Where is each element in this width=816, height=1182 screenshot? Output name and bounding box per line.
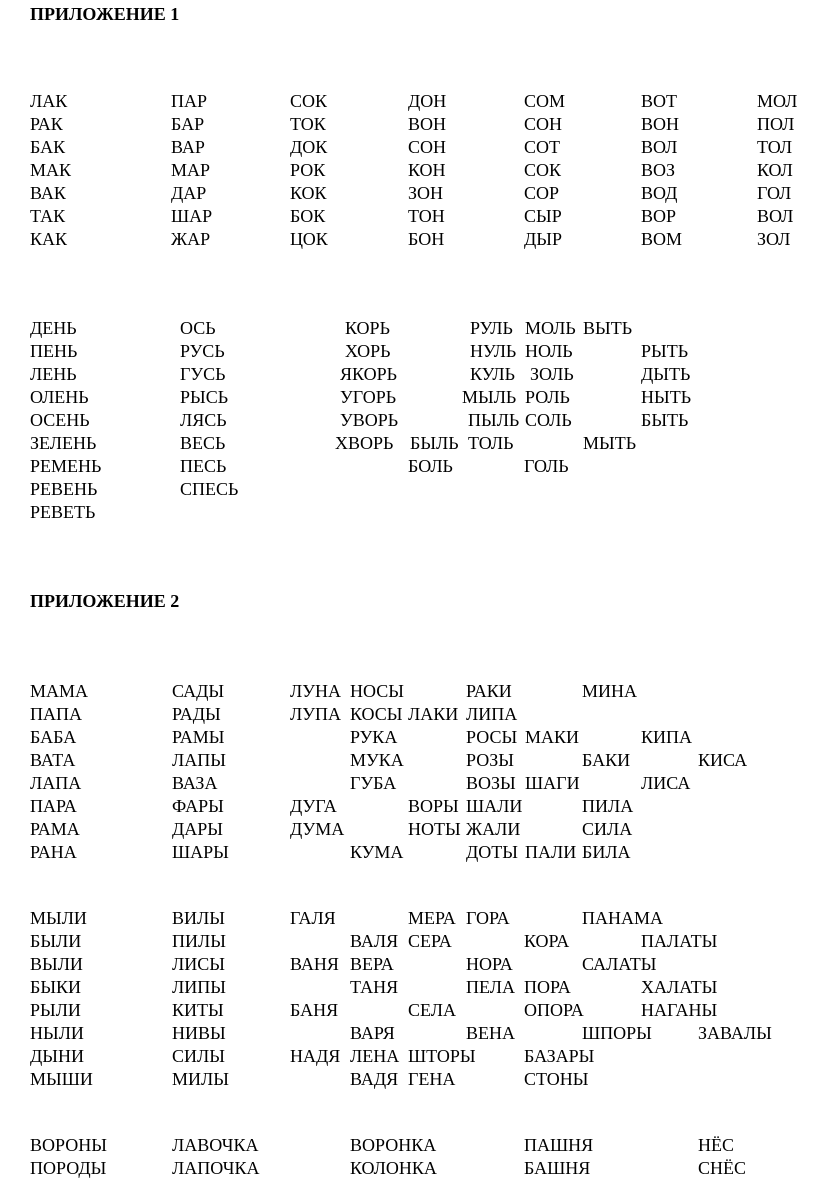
word-appendix-2-block-2-r7-c2: СИЛЫ (172, 1046, 225, 1066)
word-appendix-2-block-1-r3-c5: МАКИ (525, 727, 580, 747)
word-appendix-1-block-1-r5-c7: ГОЛ (757, 183, 792, 203)
word-appendix-2-block-1-r2-c4: КОСЫ (350, 704, 403, 724)
word-appendix-1-block-1-r2-c3: ТОК (290, 114, 326, 134)
word-appendix-1-block-1-r1-c4: ДОН (408, 91, 447, 111)
word-appendix-1-block-2-r2-c3: ХОРЬ (345, 341, 391, 361)
word-appendix-2-block-2-r6-c6: ЗАВАЛЫ (698, 1023, 772, 1043)
word-appendix-1-block-2-r1-c4: РУЛЬ (470, 318, 513, 338)
word-appendix-2-block-2-r3-c1: ВЫЛИ (30, 954, 83, 974)
word-appendix-2-block-2-r4-c3: ТАНЯ (350, 977, 399, 997)
word-appendix-2-block-1-r6-c4: ВОРЫ (408, 796, 459, 816)
word-appendix-1-block-2-r4-c4: МЫЛЬ (462, 387, 517, 407)
word-appendix-2-block-1-r1-c2: САДЫ (172, 681, 225, 701)
word-appendix-1-block-2-r7-c2: ПЕСЬ (180, 456, 227, 476)
word-appendix-2-block-2-r5-c2: КИТЫ (172, 1000, 224, 1020)
word-appendix-1-block-1-r7-c3: ЦОК (290, 229, 328, 249)
word-appendix-1-block-2-r5-c2: ЛЯСЬ (180, 410, 227, 430)
word-appendix-1-block-1-r6-c2: ШАР (171, 206, 213, 226)
word-appendix-2-block-1-r6-c3: ДУГА (290, 796, 337, 816)
word-appendix-2-block-3-r1-c2: ЛАВОЧКА (172, 1135, 259, 1155)
word-appendix-1-block-1-r6-c4: ТОН (408, 206, 445, 226)
word-appendix-1-block-2-r5-c3: УВОРЬ (340, 410, 399, 430)
word-appendix-2-block-3-r2-c5: СНЁС (698, 1158, 747, 1178)
word-appendix-2-block-2-r8-c3: ВАДЯ (350, 1069, 399, 1089)
word-appendix-2-block-1-r3-c2: РАМЫ (172, 727, 225, 747)
word-appendix-2-block-2-r1-c1: МЫЛИ (30, 908, 87, 928)
word-appendix-2-block-2-r2-c1: БЫЛИ (30, 931, 82, 951)
word-appendix-2-block-1-r7-c6: СИЛА (582, 819, 633, 839)
word-appendix-1-block-2-r9-c1: РЕВЕТЬ (30, 502, 96, 522)
word-appendix-1-block-1-r1-c5: СОМ (524, 91, 566, 111)
word-appendix-1-block-1-r3-c7: ТОЛ (757, 137, 793, 157)
word-appendix-2-block-1-r8-c3: КУМА (350, 842, 404, 862)
word-appendix-2-block-2-r3-c5: НОРА (466, 954, 513, 974)
word-appendix-1-block-1-r5-c1: ВАК (30, 183, 66, 203)
word-appendix-1-block-2-r3-c5: ЗОЛЬ (530, 364, 574, 384)
word-appendix-2-block-2-r6-c2: НИВЫ (172, 1023, 226, 1043)
word-appendix-1-block-2-r5-c6: БЫТЬ (641, 410, 689, 430)
word-appendix-1-block-2-r3-c3: ЯКОРЬ (340, 364, 397, 384)
word-appendix-2-block-3-r2-c4: БАШНЯ (524, 1158, 591, 1178)
word-appendix-2-block-1-r1-c5: РАКИ (466, 681, 512, 701)
word-appendix-2-block-2-r7-c6: БАЗАРЫ (524, 1046, 595, 1066)
word-appendix-2-block-2-r2-c6: ПАЛАТЫ (641, 931, 718, 951)
word-appendix-2-block-1-r4-c2: ЛАПЫ (172, 750, 226, 770)
word-appendix-1-block-2-r1-c1: ДЕНЬ (30, 318, 77, 338)
word-appendix-1-block-1-r4-c6: ВОЗ (641, 160, 676, 180)
word-appendix-1-block-2-r2-c2: РУСЬ (180, 341, 225, 361)
word-appendix-1-block-2-r3-c4: КУЛЬ (470, 364, 515, 384)
word-appendix-2-block-1-r4-c3: МУКА (350, 750, 404, 770)
word-appendix-2-block-1-r2-c1: ПАПА (30, 704, 82, 724)
word-appendix-1-block-1-r1-c2: ПАР (171, 91, 208, 111)
word-appendix-1-block-2-r6-c5: ТОЛЬ (468, 433, 514, 453)
word-appendix-2-block-1-r1-c6: МИНА (582, 681, 638, 701)
word-appendix-2-block-2-r3-c2: ЛИСЫ (172, 954, 225, 974)
word-appendix-2-block-1-r7-c4: НОТЫ (408, 819, 461, 839)
word-appendix-2-block-1-r8-c1: РАНА (30, 842, 77, 862)
word-appendix-1-block-2-r2-c4: НУЛЬ (470, 341, 517, 361)
word-appendix-1-block-1-r2-c7: ПОЛ (757, 114, 795, 134)
word-appendix-2-block-1-r1-c4: НОСЫ (350, 681, 404, 701)
word-appendix-1-block-1-r1-c6: ВОТ (641, 91, 677, 111)
word-appendix-1-block-2-r4-c3: УГОРЬ (340, 387, 397, 407)
word-appendix-1-block-1-r7-c6: ВОМ (641, 229, 683, 249)
word-appendix-2-block-2-r1-c4: МЕРА (408, 908, 456, 928)
word-appendix-1-block-2-r6-c6: МЫТЬ (583, 433, 637, 453)
word-appendix-1-block-2-r4-c2: РЫСЬ (180, 387, 229, 407)
word-appendix-2-block-2-r1-c2: ВИЛЫ (172, 908, 225, 928)
word-appendix-2-block-2-r8-c1: МЫШИ (30, 1069, 93, 1089)
word-appendix-2-block-1-r4-c1: ВАТА (30, 750, 76, 770)
word-appendix-2-block-2-r6-c1: НЫЛИ (30, 1023, 84, 1043)
word-appendix-2-block-2-r6-c3: ВАРЯ (350, 1023, 395, 1043)
word-appendix-2-block-2-r6-c4: ВЕНА (466, 1023, 515, 1043)
word-appendix-2-block-2-r3-c6: САЛАТЫ (582, 954, 657, 974)
word-appendix-2-block-1-r8-c6: БИЛА (582, 842, 631, 862)
word-appendix-1-block-1-r4-c1: МАК (30, 160, 72, 180)
word-appendix-2-block-2-r6-c5: ШПОРЫ (582, 1023, 652, 1043)
word-appendix-1-block-1-r7-c4: БОН (408, 229, 445, 249)
word-appendix-1-block-2-r1-c3: КОРЬ (345, 318, 390, 338)
word-appendix-2-block-2-r3-c3: ВАНЯ (290, 954, 339, 974)
word-appendix-2-block-2-r5-c3: БАНЯ (290, 1000, 339, 1020)
word-appendix-1-block-1-r6-c1: ТАК (30, 206, 66, 226)
word-appendix-2-block-2-r1-c5: ГОРА (466, 908, 510, 928)
word-appendix-2-block-2-r1-c6: ПАНАМА (582, 908, 663, 928)
word-appendix-2-block-1-r4-c4: РОЗЫ (466, 750, 514, 770)
word-appendix-2-block-1-r5-c2: ВАЗА (172, 773, 218, 793)
word-appendix-1-block-1-r4-c2: МАР (171, 160, 211, 180)
word-appendix-2-block-1-r5-c1: ЛАПА (30, 773, 82, 793)
word-appendix-2-block-2-r7-c5: ШТОРЫ (408, 1046, 476, 1066)
word-appendix-2-block-2-r7-c1: ДЫНИ (30, 1046, 84, 1066)
word-appendix-1-block-1-r5-c5: СОР (524, 183, 560, 203)
word-appendix-1-block-1-r3-c1: БАК (30, 137, 66, 157)
word-appendix-2-block-2-r4-c5: ПОРА (524, 977, 571, 997)
word-appendix-2-block-1-r7-c2: ДАРЫ (172, 819, 223, 839)
word-appendix-2-block-1-r7-c5: ЖАЛИ (466, 819, 521, 839)
word-appendix-1-block-1-r1-c7: МОЛ (757, 91, 798, 111)
word-appendix-1-block-1-r1-c3: СОК (290, 91, 328, 111)
word-appendix-1-block-1-r6-c6: ВОР (641, 206, 677, 226)
word-appendix-2-block-2-r4-c6: ХАЛАТЫ (641, 977, 718, 997)
word-appendix-1-block-1-r4-c3: РОК (290, 160, 326, 180)
word-appendix-1-block-2-r7-c3: БОЛЬ (408, 456, 453, 476)
word-appendix-1-block-2-r3-c1: ЛЕНЬ (30, 364, 77, 384)
word-appendix-1-block-1-r7-c2: ЖАР (171, 229, 211, 249)
word-appendix-1-block-1-r2-c1: РАК (30, 114, 63, 134)
word-appendix-2-block-1-r7-c1: РАМА (30, 819, 80, 839)
word-appendix-1-block-2-r2-c5: НОЛЬ (525, 341, 573, 361)
word-appendix-2-block-1-r8-c5: ПАЛИ (525, 842, 577, 862)
word-appendix-2-block-1-r1-c1: МАМА (30, 681, 89, 701)
word-appendix-1-block-1-r5-c6: ВОД (641, 183, 678, 203)
word-appendix-2-block-1-r4-c5: БАКИ (582, 750, 631, 770)
word-appendix-2-block-2-r8-c2: МИЛЫ (172, 1069, 229, 1089)
word-appendix-1-block-1-r6-c5: СЫР (524, 206, 562, 226)
word-appendix-1-block-1-r1-c1: ЛАК (30, 91, 68, 111)
word-appendix-1-block-1-r5-c2: ДАР (171, 183, 207, 203)
word-appendix-1-block-2-r4-c6: НЫТЬ (641, 387, 692, 407)
word-appendix-2-block-2-r7-c4: ЛЕНА (350, 1046, 400, 1066)
appendix-1-heading: ПРИЛОЖЕНИЕ 1 (30, 4, 180, 24)
word-appendix-2-block-2-r4-c2: ЛИПЫ (172, 977, 226, 997)
word-appendix-2-block-1-r5-c6: ЛИСА (641, 773, 691, 793)
word-appendix-2-block-2-r2-c5: КОРА (524, 931, 570, 951)
word-appendix-1-block-1-r4-c4: КОН (408, 160, 446, 180)
word-appendix-1-block-1-r2-c6: ВОН (641, 114, 680, 134)
word-appendix-2-block-2-r3-c4: ВЕРА (350, 954, 394, 974)
word-appendix-2-block-2-r5-c4: СЕЛА (408, 1000, 456, 1020)
word-appendix-1-block-1-r5-c4: ЗОН (408, 183, 444, 203)
word-appendix-1-block-1-r3-c5: СОТ (524, 137, 560, 157)
word-appendix-1-block-2-r1-c5: МОЛЬ (525, 318, 576, 338)
word-appendix-1-block-1-r2-c2: БАР (171, 114, 205, 134)
word-appendix-1-block-2-r3-c6: ДЫТЬ (641, 364, 691, 384)
word-appendix-2-block-3-r1-c3: ВОРОНКА (350, 1135, 437, 1155)
word-appendix-2-block-2-r1-c3: ГАЛЯ (290, 908, 336, 928)
word-appendix-1-block-1-r3-c6: ВОЛ (641, 137, 678, 157)
word-appendix-2-block-3-r2-c2: ЛАПОЧКА (172, 1158, 260, 1178)
word-appendix-2-block-3-r1-c5: НЁС (698, 1135, 734, 1155)
word-appendix-1-block-2-r2-c6: РЫТЬ (641, 341, 689, 361)
word-appendix-1-block-1-r6-c3: БОК (290, 206, 326, 226)
word-appendix-2-block-2-r2-c2: ПИЛЫ (172, 931, 226, 951)
word-appendix-1-block-2-r2-c1: ПЕНЬ (30, 341, 78, 361)
word-appendix-1-block-1-r4-c5: СОК (524, 160, 562, 180)
word-appendix-2-block-1-r5-c3: ГУБА (350, 773, 397, 793)
word-appendix-2-block-2-r5-c1: РЫЛИ (30, 1000, 81, 1020)
word-appendix-2-block-1-r7-c3: ДУМА (290, 819, 345, 839)
word-appendix-2-block-1-r6-c1: ПАРА (30, 796, 77, 816)
word-appendix-1-block-2-r4-c5: РОЛЬ (525, 387, 570, 407)
word-appendix-2-block-1-r2-c5: ЛАКИ (408, 704, 459, 724)
word-appendix-2-block-1-r5-c5: ШАГИ (525, 773, 580, 793)
word-appendix-1-block-2-r6-c2: ВЕСЬ (180, 433, 226, 453)
word-appendix-1-block-2-r7-c4: ГОЛЬ (524, 456, 569, 476)
word-appendix-1-block-1-r7-c1: КАК (30, 229, 68, 249)
word-appendix-1-block-1-r3-c2: ВАР (171, 137, 205, 157)
word-appendix-2-block-1-r2-c3: ЛУПА (290, 704, 341, 724)
word-appendix-1-block-2-r6-c4: БЫЛЬ (410, 433, 459, 453)
word-appendix-2-block-1-r1-c3: ЛУНА (290, 681, 341, 701)
word-appendix-2-block-2-r7-c3: НАДЯ (290, 1046, 341, 1066)
word-appendix-2-block-1-r8-c4: ДОТЫ (466, 842, 518, 862)
word-appendix-2-block-1-r6-c2: ФАРЫ (172, 796, 224, 816)
word-appendix-2-block-1-r6-c6: ПИЛА (582, 796, 634, 816)
word-appendix-2-block-1-r2-c6: ЛИПА (466, 704, 518, 724)
word-appendix-2-block-3-r2-c3: КОЛОНКА (350, 1158, 437, 1178)
word-appendix-2-block-3-r1-c4: ПАШНЯ (524, 1135, 594, 1155)
word-appendix-1-block-2-r6-c3: ХВОРЬ (335, 433, 394, 453)
word-appendix-2-block-3-r1-c1: ВОРОНЫ (30, 1135, 107, 1155)
word-appendix-1-block-1-r7-c5: ДЫР (524, 229, 562, 249)
word-appendix-1-block-1-r3-c3: ДОК (290, 137, 328, 157)
word-appendix-2-block-2-r2-c3: ВАЛЯ (350, 931, 399, 951)
word-appendix-2-block-1-r2-c2: РАДЫ (172, 704, 221, 724)
word-appendix-2-block-2-r8-c5: СТОНЫ (524, 1069, 589, 1089)
word-appendix-1-block-2-r7-c1: РЕМЕНЬ (30, 456, 102, 476)
word-appendix-1-block-1-r2-c5: СОН (524, 114, 563, 134)
word-appendix-2-block-2-r2-c4: СЕРА (408, 931, 452, 951)
word-appendix-2-block-1-r3-c3: РУКА (350, 727, 398, 747)
word-appendix-2-block-1-r3-c4: РОСЫ (466, 727, 518, 747)
word-appendix-1-block-1-r6-c7: ВОЛ (757, 206, 794, 226)
word-appendix-2-block-2-r5-c6: НАГАНЫ (641, 1000, 718, 1020)
word-appendix-1-block-2-r8-c2: СПЕСЬ (180, 479, 239, 499)
word-appendix-2-block-1-r6-c5: ШАЛИ (466, 796, 523, 816)
word-appendix-1-block-1-r2-c4: ВОН (408, 114, 447, 134)
word-appendix-1-block-2-r3-c2: ГУСЬ (180, 364, 226, 384)
word-appendix-1-block-2-r1-c2: ОСЬ (180, 318, 216, 338)
word-appendix-1-block-2-r6-c1: ЗЕЛЕНЬ (30, 433, 97, 453)
word-appendix-1-block-1-r4-c7: КОЛ (757, 160, 793, 180)
word-appendix-2-block-2-r4-c1: БЫКИ (30, 977, 82, 997)
word-appendix-2-block-1-r8-c2: ШАРЫ (172, 842, 229, 862)
word-appendix-1-block-2-r4-c1: ОЛЕНЬ (30, 387, 89, 407)
word-appendix-2-block-3-r2-c1: ПОРОДЫ (30, 1158, 107, 1178)
word-appendix-1-block-1-r3-c4: СОН (408, 137, 447, 157)
word-appendix-1-block-1-r7-c7: ЗОЛ (757, 229, 791, 249)
word-appendix-1-block-2-r5-c5: СОЛЬ (525, 410, 572, 430)
word-appendix-2-block-2-r8-c4: ГЕНА (408, 1069, 456, 1089)
word-appendix-2-block-2-r5-c5: ОПОРА (524, 1000, 584, 1020)
word-appendix-1-block-1-r5-c3: КОК (290, 183, 327, 203)
appendix-2-heading: ПРИЛОЖЕНИЕ 2 (30, 591, 180, 611)
word-appendix-1-block-2-r5-c1: ОСЕНЬ (30, 410, 90, 430)
word-appendix-1-block-2-r5-c4: ПЫЛЬ (468, 410, 520, 430)
word-appendix-2-block-2-r4-c4: ПЕЛА (466, 977, 515, 997)
word-appendix-2-block-1-r5-c4: ВОЗЫ (466, 773, 516, 793)
word-appendix-2-block-1-r3-c1: БАБА (30, 727, 77, 747)
word-appendix-1-block-2-r8-c1: РЕВЕНЬ (30, 479, 98, 499)
word-appendix-2-block-1-r3-c6: КИПА (641, 727, 693, 747)
word-appendix-1-block-2-r1-c6: ВЫТЬ (583, 318, 633, 338)
word-appendix-2-block-1-r4-c6: КИСА (698, 750, 748, 770)
